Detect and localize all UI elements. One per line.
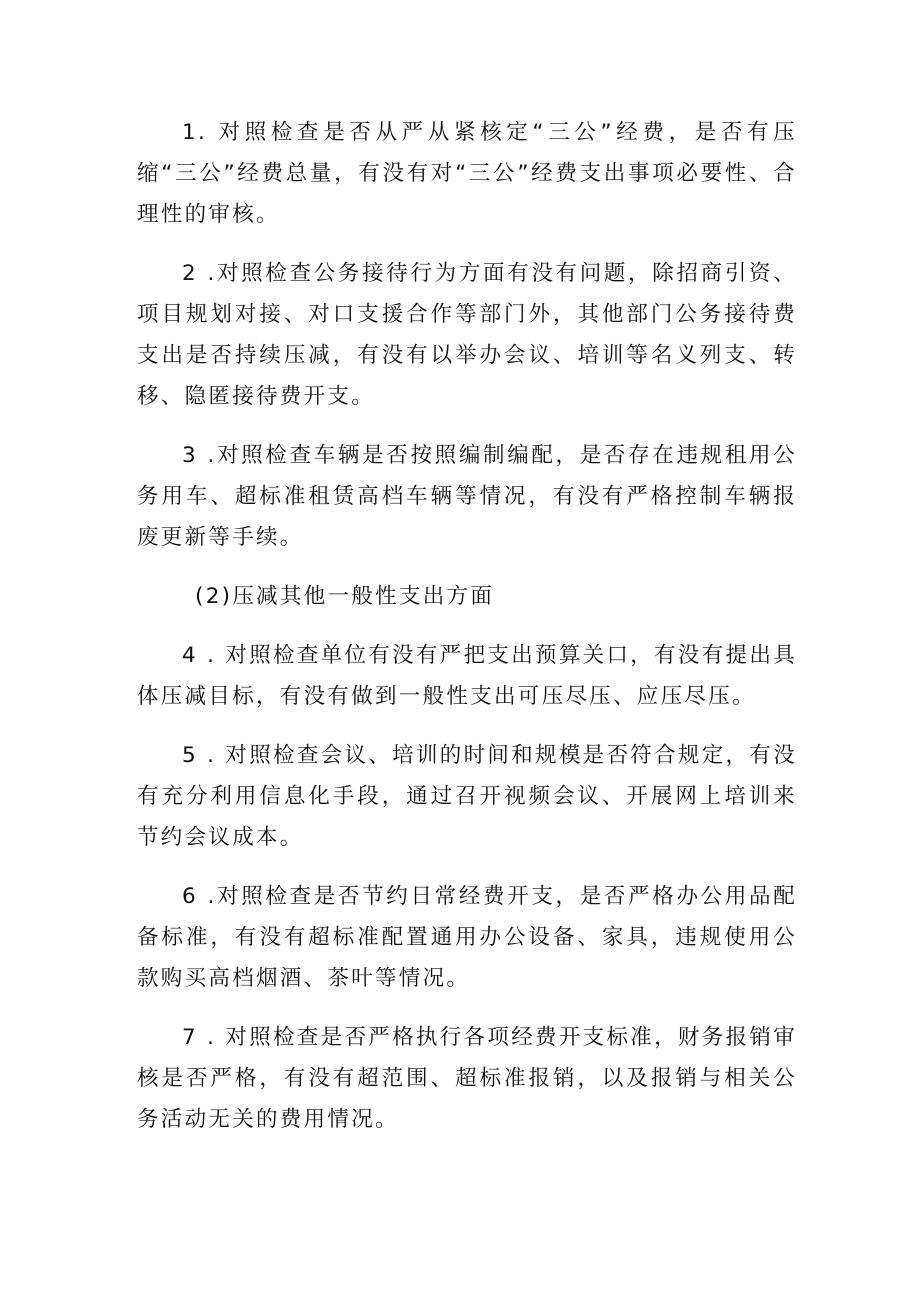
document-body [137, 112, 797, 1158]
paragraph-item-5: 5 . 对照检查会议、培训的时间和规模是否符合规定，有没有充分利用信息化手段，通过召开视频会议、开展网上培训来节约会议成本。 [137, 743, 797, 850]
paragraph-item-4: 4 . 对照检查单位有没有严把支出预算关口，有没有提出具体压减目标，有没有做到一般性支出可压尽压、应压尽压。 [137, 643, 797, 709]
paragraph-item-2: 2 .对照检查公务接待行为方面有没有问题，除招商引资、项目规划对接、对口支援合作等部门外，其他部门公务接待费支出是否持续压减，有没有以举办会议、培训等名义列支、转移、隐匿接待费开支。 [137, 261, 797, 409]
paragraph-item-1: 1. 对照检查是否从严从紧核定“三公”经费，是否有压缩“三公”经费总量，有没有对“三公”经费支出事项必要性、合理性的审核。 [137, 120, 797, 227]
paragraph-item-6: 6 .对照检查是否节约日常经费开支，是否严格办公用品配备标准，有没有超标准配置通用办公设备、家具，违规使用公款购买高档烟酒、茶叶等情况。 [137, 884, 797, 991]
section-heading: (2)压减其他一般性支出方面 [195, 584, 495, 609]
paragraph-item-3: 3 .对照检查车辆是否按照编制编配，是否存在违规租用公务用车、超标准租赁高档车辆等情况，有没有严格控制车辆报废更新等手续。 [137, 443, 797, 550]
paragraph-item-7: 7 . 对照检查是否严格执行各项经费开支标准，财务报销审核是否严格，有没有超范围、超标准报销，以及报销与相关公务活动无关的费用情况。 [137, 1025, 797, 1132]
